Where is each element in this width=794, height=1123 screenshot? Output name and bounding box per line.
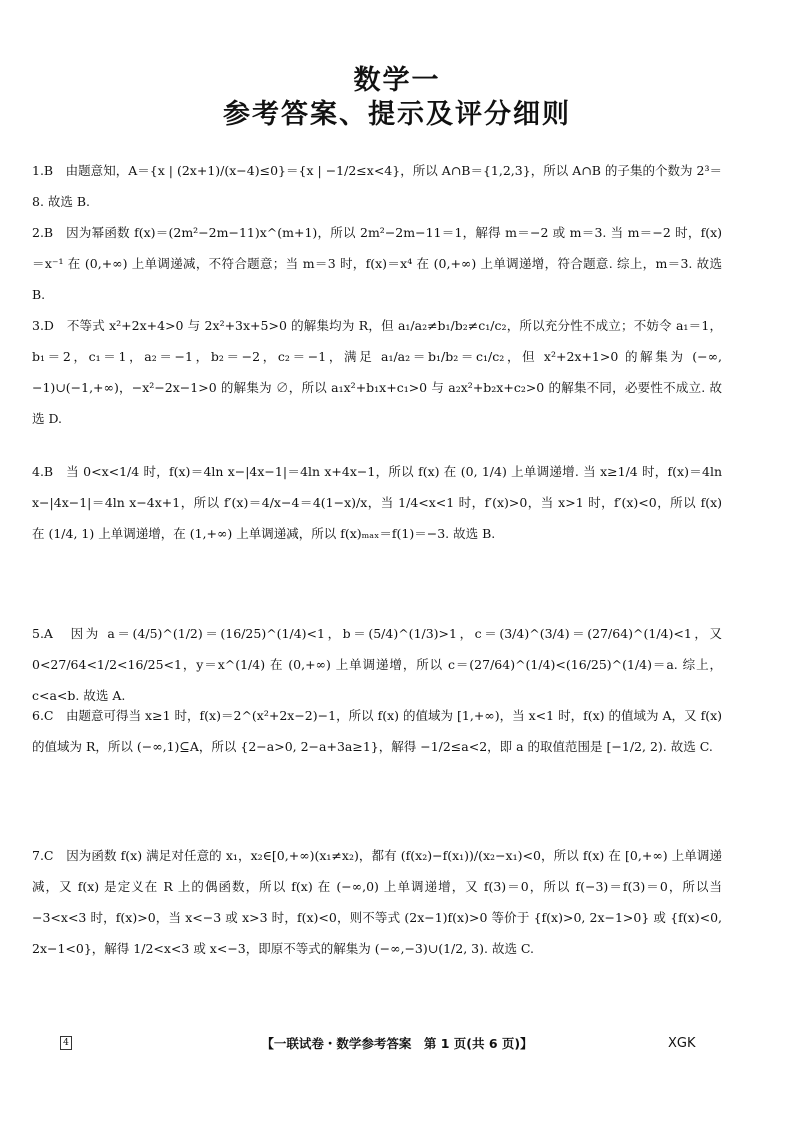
answer-5: 5.A 因为 a＝(4/5)^(1/2)＝(16/25)^(1/4)<1，b＝(5/4)^(1/3)>1，c＝(3/4)^(3/4)＝(27/64)^(1/4)<1，又 0<27/64<1/2<16/25<1，y＝x^(1/4) 在 (0,+∞) 上单调递增，所以 c＝(27/64)^(1/4)<(16/25)^(1/4)＝a. 综上，c<a<b. 故选 A. bbox=[32, 626, 722, 703]
answer-7: 7.C 因为函数 f(x) 满足对任意的 x₁，x₂∈[0,+∞)(x₁≠x₂)，都有 (f(x₂)−f(x₁))/(x₂−x₁)<0，所以 f(x) 在 [0,+∞) 上单调递减，又 f(x) 是定义在 R 上的偶函数，所以 f(x) 在 (−∞,0) 上单调递增，又 f(3)＝0，所以 f(−3)＝f(3)＝0，所以当 −3<x<3 时，f(x)>0，当 x<−3 或 x>3 时，f(x)<0，则不等式 (2x−1)f(x)>0 等价于 {f(x)>0, 2x−1>0} 或 {f(x)<0, 2x−1<0}，解得 1/2<x<3 或 x<−3，即原不等式的解集为 (−∞,−3)∪(1/2, 3). 故选 C. bbox=[32, 848, 722, 956]
answer-2: 2.B 因为幂函数 f(x)＝(2m²−2m−11)x^(m+1)，所以 2m²−2m−11＝1，解得 m＝−2 或 m＝3. 当 m＝−2 时，f(x)＝x⁻¹ 在 (0,+∞) 上单调递减，不符合题意；当 m＝3 时，f(x)＝x⁴ 在 (0,+∞) 上单调递增，符合题意. 综上，m＝3. 故选 B. bbox=[32, 225, 722, 302]
answer-4: 4.B 当 0<x<1/4 时，f(x)＝4ln x−|4x−1|＝4ln x+4x−1，所以 f(x) 在 (0, 1/4) 上单调递增. 当 x≥1/4 时，f(x)＝4ln x−|4x−1|＝4ln x−4x+1，所以 f′(x)＝4/x−4＝4(1−x)/x，当 1/4<x<1 时，f′(x)>0，当 x>1 时，f′(x)<0，所以 f(x) 在 (1/4, 1) 上单调递增，在 (1,+∞) 上单调递减，所以 f(x)ₘₐₓ＝f(1)＝−3. 故选 B. bbox=[32, 464, 722, 541]
page-title: 数学一 bbox=[353, 65, 441, 96]
footer-text: 【一联试卷・数学参考答案 第 1 页(共 6 页)】 bbox=[261, 1036, 533, 1051]
footer-code: XGK bbox=[668, 1036, 696, 1051]
answer-1: 1.B 由题意知，A＝{x | (2x+1)/(x−4)≤0}＝{x | −1/2≤x<4}，所以 A∩B＝{1,2,3}，所以 A∩B 的子集的个数为 2³＝8. 故选 B. bbox=[32, 163, 722, 209]
page-mark: 4 bbox=[60, 1036, 72, 1050]
answer-3: 3.D 不等式 x²+2x+4>0 与 2x²+3x+5>0 的解集均为 R，但 a₁/a₂≠b₁/b₂≠c₁/c₂，所以充分性不成立；不妨令 a₁＝1，b₁＝2，c₁＝1，a₂＝−1，b₂＝−2，c₂＝−1，满足 a₁/a₂＝b₁/b₂＝c₁/c₂，但 x²+2x+1>0 的解集为 (−∞,−1)∪(−1,+∞)，−x²−2x−1>0 的解集为 ∅，所以 a₁x²+b₁x+c₁>0 与 a₂x²+b₂x+c₂>0 的解集不同，必要性不成立. 故选 D. bbox=[32, 318, 722, 426]
answer-6: 6.C 由题意可得当 x≥1 时，f(x)＝2^(x²+2x−2)−1，所以 f(x) 的值域为 [1,+∞)，当 x<1 时，f(x) 的值域为 A，又 f(x) 的值域为 R，所以 (−∞,1)⊆A，所以 {2−a>0, 2−a+3a≥1}，解得 −1/2≤a<2，即 a 的取值范围是 [−1/2, 2). 故选 C. bbox=[32, 708, 722, 754]
page-subtitle: 参考答案、提示及评分细则 bbox=[223, 99, 571, 130]
